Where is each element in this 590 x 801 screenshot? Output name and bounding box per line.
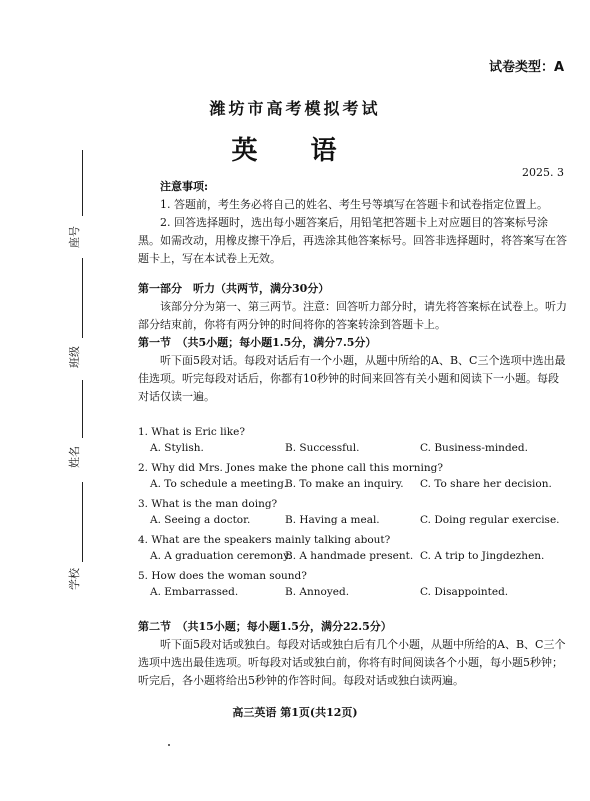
binding-line-3 [82,380,83,438]
exam-title: 潍坊市高考模拟考试 [209,99,381,118]
question-2: 2. Why did Mrs. Jones make the phone call this morning? [138,462,443,474]
part1-heading: 第一部分 听力（共两节，满分30分） [138,282,330,295]
question-3: 3. What is the man doing? [138,498,278,510]
seat-number-label: 座号 [68,226,81,248]
notice-item-1: 1. 答题前，考生务必将自己的姓名、考生号等填写在答题卡和试卷指定位置上。 [160,198,548,211]
section2-directions: 听下面5段对话或独白。每段对话或独白后有几个小题，从题中所给的A、B、C三个选项中选出最佳选项。听每段对话或独白前，你将有时间阅读各个小题，每小题5秒钟；听完后，各小题将给出5秒钟的作答时间。每段对话或独白读两遍。 [138,638,566,687]
section1-heading: 第一节 （共5小题；每小题1.5分，满分7.5分） [138,336,377,349]
option-b: B. To make an inquiry. [285,478,404,490]
option-b: B. Annoyed. [285,586,350,598]
option-a: A. Seeing a doctor. [150,514,251,526]
name-label: 姓名 [68,446,81,468]
option-c: C. To share her decision. [420,478,552,490]
class-label: 班级 [68,346,81,368]
paper-type: 试卷类型：A [488,60,564,75]
section1-directions: 听下面5段对话。每段对话后有一个小题，从题中所给的A、B、C三个选项中选出最佳选项。听完每段对话后，你都有10秒钟的时间来回答有关小题和阅读下一小题。每段对话仅读一遍。 [138,354,566,403]
question-1: 1. What is Eric like? [138,426,245,438]
question-5: 5. How does the woman sound? [138,570,307,582]
options-4 [150,550,570,567]
notice-heading: 注意事项: [160,180,209,193]
notice-item-2: 2. 回答选择题时，选出每小题答案后，用铅笔把答题卡上对应题目的答案标号涂黑。如需改动，用橡皮擦干净后，再选涂其他答案标号。回答非选择题时，将答案写在答题卡上，写在本试卷上无效。 [138,216,567,265]
option-c: C. Business-minded. [420,442,528,454]
binding-line-4 [82,482,83,562]
option-a: A. A graduation ceremony. [150,550,292,562]
option-a: A. Embarrassed. [150,586,239,598]
notice-block [138,178,568,268]
options-3 [150,514,570,531]
option-b: B. Successful. [285,442,360,454]
page-footer: 高三英语 第1页(共12页) [232,706,358,719]
option-c: C. Doing regular exercise. [420,514,560,526]
scan-dot [168,744,170,746]
option-b: B. Having a meal. [285,514,380,526]
option-a: A. Stylish. [150,442,204,454]
option-c: C. Disappointed. [420,586,509,598]
options-2 [150,478,570,495]
option-b: B. A handmade present. [285,550,414,562]
option-a: A. To schedule a meeting. [150,478,288,490]
part1-intro: 该部分分为第一、第三两节。注意：回答听力部分时，请先将答案标在试卷上。听力部分结束前，你将有两分钟的时间将你的答案转涂到答题卡上。 [138,300,567,331]
school-label: 学校 [68,568,81,590]
subject-title: 英 语 [231,136,359,166]
option-c: C. A trip to Jingdezhen. [420,550,545,562]
exam-date: 2025. 3 [522,166,564,179]
section2-heading: 第二节 （共15小题；每小题1.5分，满分22.5分） [138,620,392,633]
options-5 [150,586,570,603]
part1-block [138,280,568,406]
question-4: 4. What are the speakers mainly talking about? [138,534,391,546]
binding-line-2 [82,258,83,338]
options-1 [150,442,570,459]
section2-block [138,618,568,690]
